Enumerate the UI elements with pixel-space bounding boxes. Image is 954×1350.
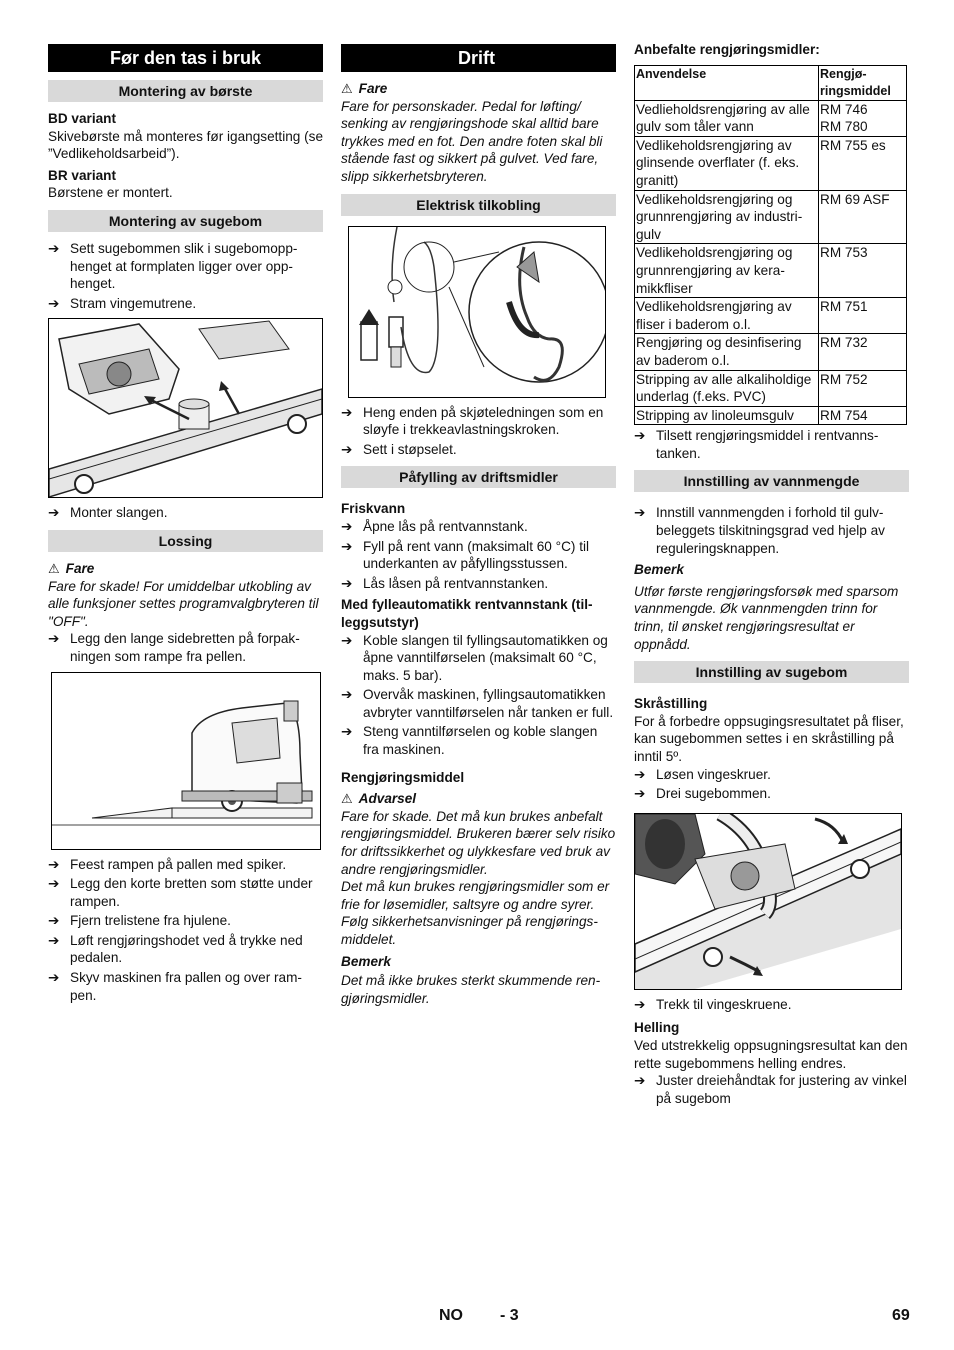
step-item: ➔ Legg den lange sidebretten på forpakningen som rampe fra pellen. xyxy=(48,631,300,664)
suction-mount-illustration xyxy=(49,319,322,497)
detergent-label: Rengjøringsmiddel xyxy=(341,769,465,785)
table-header-row xyxy=(635,65,907,100)
subheading-filling: Påfylling av driftsmidler xyxy=(341,466,616,488)
arrow-icon: ➔ xyxy=(341,724,353,740)
footer-page-ref: - 3 xyxy=(500,1307,519,1324)
step-item: ➔ Drei sugebommen. xyxy=(634,786,771,802)
column-1 xyxy=(48,44,323,1006)
arrow-icon: ➔ xyxy=(48,240,60,256)
step-item: ➔ Koble slangen til fyllingsautomatikken og åpne vanntilførselen (maksimalt 60 °C, maks. 5 bar). xyxy=(341,632,608,683)
br-variant-text: Børstene er montert. xyxy=(48,185,173,201)
auto-fill-label: Med fylleautomatikk rentvannstank (tilleggsutstyr) xyxy=(341,597,593,630)
step-item: ➔ Åpne lås på rentvannstank. xyxy=(341,518,528,534)
step-item: ➔ Stram vingemutrene. xyxy=(48,295,197,311)
section-heading-operation: Drift xyxy=(341,44,616,72)
machine-on-pallet-illustration xyxy=(52,673,320,849)
table-row xyxy=(635,136,907,190)
table-cell: RM 751 xyxy=(819,298,907,334)
subheading-suction-adjust: Innstilling av sugebom xyxy=(634,661,909,683)
table-cell: RM 69 ASF xyxy=(819,190,907,244)
arrow-icon: ➔ xyxy=(48,505,60,521)
warning-label: ⚠ Advarsel xyxy=(341,791,417,807)
incline-label: Helling xyxy=(634,1020,680,1036)
table-cell: Stripping av linoleumsgulv xyxy=(635,406,819,425)
table-cell: Vedlikeholdsrengjøring og grunnrengjøring av keramikkfliser xyxy=(635,244,819,298)
table-row xyxy=(635,334,907,370)
arrow-icon: ➔ xyxy=(48,970,60,986)
step-item: ➔ Skyv maskinen fra pallen og over rampen. xyxy=(48,970,302,1003)
fresh-water-label: Friskvann xyxy=(341,501,406,517)
step-item: ➔ Innstill vannmengden i forhold til gulvbeleggets tilskitningsgrad ved hjelp av reguleringsknappen. xyxy=(634,505,885,556)
danger-label: ⚠ Fare xyxy=(48,560,95,576)
step-item: ➔ Løft rengjøringshodet ved å trykke ned pedalen. xyxy=(48,932,303,966)
arrow-icon: ➔ xyxy=(634,996,646,1012)
arrow-icon: ➔ xyxy=(341,404,353,420)
table-header-cell: Anvendelse xyxy=(635,65,819,100)
table-cell: RM 755 es xyxy=(819,136,907,190)
warning-triangle-icon: ⚠ xyxy=(48,560,60,576)
subheading-suction-mount: Montering av sugebom xyxy=(48,210,323,232)
table-header-cell: Rengjøringsmiddel xyxy=(819,65,907,100)
danger-text: Fare for skade! For umiddelbar utkobling av alle funksjoner settes programvalgbryteren til "OFF". xyxy=(48,578,319,629)
arrow-icon: ➔ xyxy=(48,932,60,948)
bd-variant-label: BD variant xyxy=(48,111,116,126)
step-item: ➔ Fyll på rent vann (maksimalt 60 °C) til underkanten av påfyllingsstussen. xyxy=(341,538,590,572)
table-cell: Vedlikeholdsrengjøring av glinsende overflater (f. eks. granitt) xyxy=(635,136,819,190)
arrow-icon: ➔ xyxy=(634,766,646,782)
table-title: Anbefalte rengjøringsmidler: xyxy=(634,42,820,57)
cable-strain-relief-illustration xyxy=(349,227,605,397)
arrow-icon: ➔ xyxy=(341,632,353,648)
table-row xyxy=(635,190,907,244)
detergent-table xyxy=(634,65,907,426)
arrow-icon: ➔ xyxy=(48,913,60,929)
warning-text-3: Følg sikkerhetsanvisninger på rengjøringsmiddelet. xyxy=(341,914,598,947)
note-text: Det må ikke brukes sterkt skummende rengjøringsmidler. xyxy=(341,973,601,1006)
subheading-unloading: Lossing xyxy=(48,530,323,552)
arrow-icon: ➔ xyxy=(634,786,646,802)
arrow-icon: ➔ xyxy=(634,428,646,444)
suction-tilt-illustration xyxy=(635,814,901,989)
table-cell: RM 746 RM 780 xyxy=(819,100,907,136)
warning-text-2: Det må kun brukes rengjøringsmidler som er frie for løsemidler, saltsyre og andre syrer. xyxy=(341,879,610,912)
arrow-icon: ➔ xyxy=(341,575,353,591)
tilt-text: For å forbedre oppsugingsresultatet på fliser, kan sugebommen settes i en skråstilling på inntil 5º. xyxy=(634,713,904,764)
footer-language: NO xyxy=(439,1307,463,1324)
step-item: ➔ Løsen vingeskruer. xyxy=(634,766,771,782)
table-cell: Vedlieholdsrengjøring av alle gulv som tåler vann xyxy=(635,100,819,136)
step-item: ➔ Trekk til vingeskruene. xyxy=(634,996,792,1012)
subheading-water-amount: Innstilling av vannmengde xyxy=(634,470,909,492)
table-row xyxy=(635,406,907,425)
table-cell: RM 752 xyxy=(819,370,907,406)
table-cell: RM 753 xyxy=(819,244,907,298)
bd-variant-text: Skivebørste må monteres før igangsetting (se ”Vedlikeholdsarbeid”). xyxy=(48,128,324,162)
danger-text: Fare for personskader. Pedal for løfting/ senking av rengjøringshode skal alltid bare trykkes med en fot. Den andre foten skal bli stående fast og sikkert på gulvet. Ved fare, slipp sikkerhetsbryteren. xyxy=(341,98,603,184)
warning-triangle-icon: ⚠ xyxy=(341,791,353,807)
section-heading-before-use: Før den tas i bruk xyxy=(48,44,323,72)
column-2 xyxy=(341,44,616,1007)
step-item: ➔ Legg den korte bretten som støtte under rampen. xyxy=(48,876,313,909)
subheading-brush: Montering av børste xyxy=(48,80,323,102)
step-item: ➔ Lås låsen på rentvannstanken. xyxy=(341,575,549,591)
table-cell: Stripping av alle alkaliholdige underlag (f.eks. PVC) xyxy=(635,370,819,406)
arrow-icon: ➔ xyxy=(341,518,353,534)
table-cell: Rengjøring og desinfisering av baderom o.l. xyxy=(635,334,819,370)
tilt-label: Skråstilling xyxy=(634,696,708,712)
incline-text: Ved utstrekkelig oppsugningsresultat kan den rette sugebommens helling endres. xyxy=(634,1037,908,1071)
step-item: ➔ Steng vanntilførselen og koble slangen fra maskinen. xyxy=(341,724,598,758)
note-label: Bemerk xyxy=(341,953,391,969)
table-row xyxy=(635,370,907,406)
arrow-icon: ➔ xyxy=(48,876,60,892)
arrow-icon: ➔ xyxy=(634,1073,646,1089)
table-row xyxy=(635,100,907,136)
footer-page-number: 69 xyxy=(892,1307,910,1324)
step-item: ➔ Sett sugebommen slik i sugebomopphenget at formplaten ligger over opphenget. xyxy=(48,240,298,292)
table-row xyxy=(635,298,907,334)
note-text: Utfør første rengjøringsforsøk med sparsom vannmengde. Øk vannmengden trinn for trinn, til ønsket rengjøringsresultat er oppnådd. xyxy=(634,583,899,652)
arrow-icon: ➔ xyxy=(48,295,60,311)
step-item: ➔ Heng enden på skjøteledningen som en sløyfe i trekkeavlastningskroken. xyxy=(341,404,604,438)
step-item: ➔ Overvåk maskinen, fyllingsautomatikken avbryter vanntilførselen når tanken er full. xyxy=(341,687,614,720)
arrow-icon: ➔ xyxy=(341,441,353,457)
figure-electrical xyxy=(348,226,606,398)
step-item: ➔ Tilsett rengjøringsmiddel i rentvannstanken. xyxy=(634,428,879,461)
arrow-icon: ➔ xyxy=(48,856,60,872)
figure-unloading xyxy=(51,672,321,850)
warning-text-1: Fare for skade. Det må kun brukes anbefalt rengjøringsmiddel. Brukeren bærer selv risiko for driftssikkerhet og ulykkesfare ved bruk av andre rengjøringsmidler. xyxy=(341,808,616,877)
arrow-icon: ➔ xyxy=(341,538,353,554)
table-cell: Vedlikeholdsrengjøring av fliser i baderom o.l. xyxy=(635,298,819,334)
step-item: ➔ Feest rampen på pallen med spiker. xyxy=(48,856,287,872)
table-cell: RM 754 xyxy=(819,406,907,425)
arrow-icon: ➔ xyxy=(48,631,60,647)
note-label: Bemerk xyxy=(634,562,684,578)
warning-triangle-icon: ⚠ xyxy=(341,81,353,96)
subheading-electrical: Elektrisk tilkobling xyxy=(341,194,616,216)
arrow-icon: ➔ xyxy=(341,687,353,703)
figure-suction-tilt xyxy=(634,813,902,990)
step-item: ➔ Fjern trelistene fra hjulene. xyxy=(48,913,231,929)
danger-label: ⚠ Fare xyxy=(341,81,388,96)
step-item: ➔ Sett i støpselet. xyxy=(341,441,457,457)
table-cell: RM 732 xyxy=(819,334,907,370)
br-variant-label: BR variant xyxy=(48,167,116,183)
arrow-icon: ➔ xyxy=(634,505,646,521)
table-row xyxy=(635,244,907,298)
table-cell: Vedlikeholdsrengjøring og grunnrengjøring av industrigulv xyxy=(635,190,819,244)
step-item: ➔ Juster dreiehåndtak for justering av vinkel på sugebom xyxy=(634,1073,907,1106)
step-item: ➔ Monter slangen. xyxy=(48,505,168,521)
column-3 xyxy=(634,41,909,1109)
figure-suction-mount xyxy=(48,318,323,498)
